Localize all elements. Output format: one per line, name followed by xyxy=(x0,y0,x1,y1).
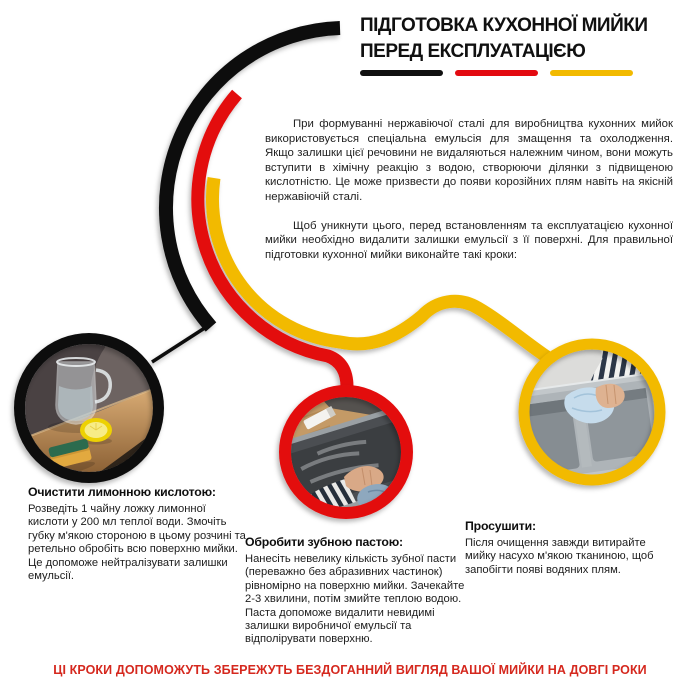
striped-sleeve xyxy=(288,479,356,526)
step1-heading: Очистити лимонною кислотою: xyxy=(28,485,216,499)
black-bar xyxy=(360,70,443,76)
title-line-1: ПІДГОТОВКА КУХОННОЇ МИЙКИ xyxy=(360,15,648,36)
intro-paragraph-1: При формуванні нержавіючої сталі для виробництва кухонних мийок використовується спеціальна емульсія для змащення та охолодження. Якщо залишки цієї речовини не видаляються належним чином, вони можуть вступити в хімічну реакцію з водою, створюючи ділянки з підвищеною кислотністю. Це може призвести до появи корозійних плям навіть на якісній нержавіючій сталі. xyxy=(265,118,673,203)
title-underline-bars xyxy=(360,70,633,76)
step2-body: Нанесіть невелику кількість зубної пасти (переважно без абразивних частинок) рівномірно на поверхню мийки. Зачекайте 2-3 хвилини, потім змийте теплою водою. Паста допоможе видалити невидимі залишки виробничої емульсії та відполірувати поверхню. xyxy=(245,553,465,646)
step2-heading: Обробити зубною пастою: xyxy=(245,535,403,549)
intro-text xyxy=(265,117,673,276)
step3-yellow-ring xyxy=(524,344,660,480)
title-line-2: ПЕРЕД ЕКСПЛУАТАЦІЄЮ xyxy=(360,41,586,62)
striped-shirt xyxy=(601,349,655,430)
footer-slogan: ЦІ КРОКИ ДОПОМОЖУТЬ ЗБЕРЕЖУТЬ БЕЗДОГАННИЙ ВИГЛЯД ВАШОЇ МИЙКИ НА ДОВГІ РОКИ xyxy=(53,663,647,677)
sink-top-view xyxy=(491,373,668,491)
page-title xyxy=(360,13,660,65)
sponge xyxy=(46,438,96,478)
photo-drying xyxy=(491,349,668,491)
step3-text-block xyxy=(465,519,673,577)
step1-text-block xyxy=(28,485,246,583)
photo-toothpaste xyxy=(268,397,446,530)
lemon xyxy=(80,418,112,442)
intro-paragraph-2: Щоб уникнути цього, перед встановленням та експлуатацією кухонної мийки необхідно видалити залишки емульсії з її поверхні. Для правильної підготовки кухонної мийки виконайте такі кроки: xyxy=(265,219,673,261)
step3-body: Після очищення завжди витирайте мийку насухо м'якою тканиною, щоб запобігти появі водяних плям. xyxy=(465,537,654,576)
step2-red-ring xyxy=(285,391,407,513)
cloth xyxy=(357,484,393,512)
photo-lemon-acid xyxy=(25,326,194,478)
blue-cloth xyxy=(564,387,614,423)
glass-pitcher xyxy=(56,362,96,424)
step1-body: Розведіть 1 чайну ложку лимонної кислоти у 200 мл теплої води. Змочіть губку м'якою стороною в цьому розчині та ретельно обробіть всю поверхню мийки. Це допоможе нейтралізувати залишки емульсії. xyxy=(28,503,246,583)
step1-black-ring xyxy=(20,339,159,478)
step2-text-block xyxy=(245,535,469,647)
red-bar xyxy=(455,70,538,76)
step3-heading: Просушити: xyxy=(465,519,536,533)
sink-basin xyxy=(268,399,446,526)
black-connector-line xyxy=(152,322,214,362)
hand xyxy=(344,466,384,491)
yellow-bar xyxy=(550,70,633,76)
hand xyxy=(596,384,625,408)
